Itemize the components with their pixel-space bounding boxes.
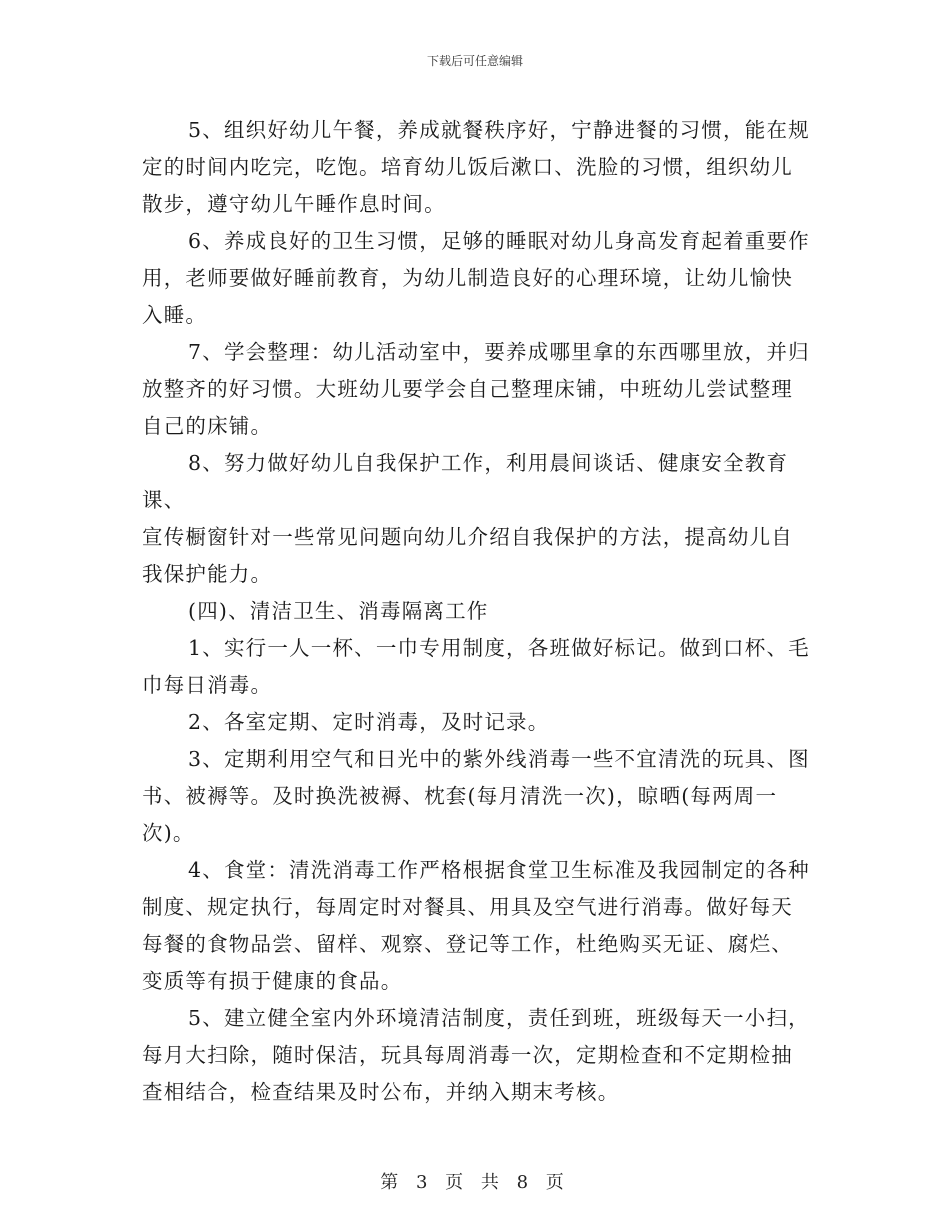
page-header: 下载后可任意编辑 [426, 54, 523, 68]
paragraph-line: 书、被褥等。及时换洗被褥、枕套(每月清洗一次)，晾晒(每两周一 [142, 784, 778, 808]
paragraph-line: 每月大扫除，随时保洁，玩具每周消毒一次，定期检查和不定期检抽 [142, 1043, 793, 1067]
paragraph-line: 每餐的食物品尝、留样、观察、登记等工作，杜绝购买无证、腐烂、 [142, 932, 793, 956]
paragraph-line: 我保护能力。 [142, 562, 273, 586]
paragraph [142, 593, 827, 630]
paragraph-line: 8、努力做好幼儿自我保护工作，利用晨间谈话、健康安全教育课、 [142, 451, 789, 512]
paragraph-line: 1、实行一人一杯、一巾专用制度，各班做好标记。做到口杯、毛 [188, 636, 810, 660]
paragraph-line: 5、建立健全室内外环境清洁制度，责任到班，班级每天一小扫， [188, 1006, 810, 1030]
paragraph-line: 4、食堂：清洗消毒工作严格根据食堂卫生标准及我园制定的各种 [188, 858, 810, 882]
paragraph-line: 变质等有损于健康的食品。 [142, 969, 403, 993]
paragraph [142, 445, 827, 593]
paragraph-line: 定的时间内吃完，吃饱。培育幼儿饭后漱口、洗脸的习惯，组织幼儿 [142, 155, 793, 179]
paragraph-line: 2、各室定期、定时消毒，及时记录。 [188, 710, 550, 734]
paragraph-line: 宣传橱窗针对一些常见问题向幼儿介绍自我保护的方法，提高幼儿自 [142, 525, 793, 549]
paragraph-line: 入睡。 [142, 303, 208, 327]
paragraph-line: 巾每日消毒。 [142, 673, 273, 697]
paragraph [142, 112, 827, 223]
paragraph-line: 查相结合，检查结果及时公布，并纳入期末考核。 [142, 1080, 620, 1104]
paragraph-line: 用，老师要做好睡前教育，为幼儿制造良好的心理环境，让幼儿愉快 [142, 266, 793, 290]
paragraph-line: 自己的床铺。 [142, 414, 273, 438]
paragraph-line: 5、组织好幼儿午餐，养成就餐秩序好，宁静进餐的习惯，能在规 [188, 118, 810, 142]
paragraph-line: 3、定期利用空气和日光中的紫外线消毒一些不宜清洗的玩具、图 [188, 747, 810, 771]
paragraph-line: 7、学会整理：幼儿活动室中，要养成哪里拿的东西哪里放，并归 [188, 340, 810, 364]
paragraph [142, 852, 827, 1000]
paragraph [142, 1000, 827, 1111]
paragraph-line: (四)、清洁卫生、消毒隔离工作 [188, 599, 489, 623]
page-number: 第 3 页 共 8 页 [380, 1172, 570, 1193]
paragraph-line: 制度、规定执行，每周定时对餐具、用具及空气进行消毒。做好每天 [142, 895, 793, 919]
paragraph-line: 放整齐的好习惯。大班幼儿要学会自己整理床铺，中班幼儿尝试整理 [142, 377, 793, 401]
paragraph [142, 704, 827, 741]
paragraph [142, 223, 827, 334]
paragraph-line: 6、养成良好的卫生习惯，足够的睡眠对幼儿身高发育起着重要作 [188, 229, 810, 253]
paragraph [142, 741, 827, 852]
document-body [142, 112, 827, 1111]
paragraph-line: 次)。 [142, 821, 195, 845]
paragraph [142, 630, 827, 704]
paragraph-line: 散步，遵守幼儿午睡作息时间。 [142, 192, 446, 216]
paragraph [142, 334, 827, 445]
